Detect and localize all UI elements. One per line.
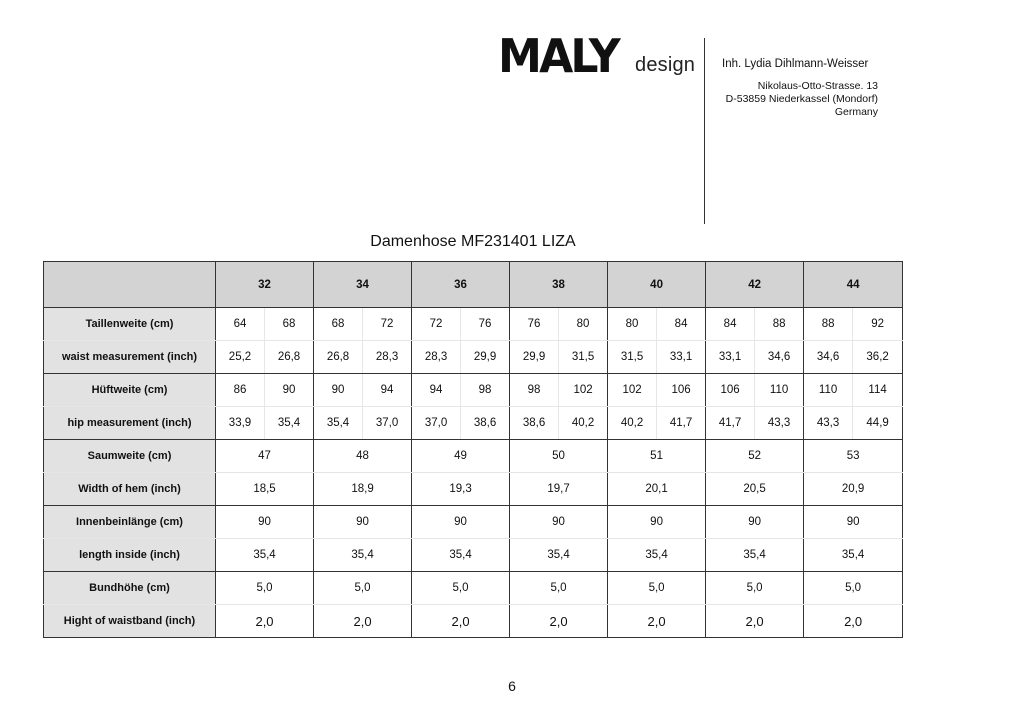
logo-design-text: design bbox=[635, 54, 696, 76]
header-corner-cell bbox=[44, 262, 216, 308]
table-cell: 47 bbox=[216, 440, 314, 473]
table-cell: 31,5 bbox=[559, 341, 608, 374]
row-label: Hüftweite (cm) bbox=[44, 374, 216, 407]
row-label: Taillenweite (cm) bbox=[44, 308, 216, 341]
table-cell: 2,0 bbox=[314, 605, 412, 638]
table-cell: 2,0 bbox=[706, 605, 804, 638]
row-label: Saumweite (cm) bbox=[44, 440, 216, 473]
table-row-waist bbox=[44, 341, 903, 374]
table-cell: 90 bbox=[314, 374, 363, 407]
table-cell: 90 bbox=[265, 374, 314, 407]
table-cell: 72 bbox=[363, 308, 412, 341]
table-row-bundhoehe bbox=[44, 572, 903, 605]
table-cell: 43,3 bbox=[804, 407, 853, 440]
logo-maly-text: MALY bbox=[498, 29, 618, 83]
table-row-hip bbox=[44, 407, 903, 440]
table-cell: 86 bbox=[216, 374, 265, 407]
table-cell: 2,0 bbox=[510, 605, 608, 638]
size-header-cell: 38 bbox=[510, 262, 608, 308]
table-row-waistband bbox=[44, 605, 903, 638]
table-cell: 114 bbox=[853, 374, 903, 407]
table-cell: 84 bbox=[706, 308, 755, 341]
size-header-cell: 42 bbox=[706, 262, 804, 308]
table-cell: 37,0 bbox=[412, 407, 461, 440]
table-cell: 33,9 bbox=[216, 407, 265, 440]
table-cell: 18,9 bbox=[314, 473, 412, 506]
table-cell: 110 bbox=[755, 374, 804, 407]
row-label: length inside (inch) bbox=[44, 539, 216, 572]
table-cell: 2,0 bbox=[216, 605, 314, 638]
table-cell: 29,9 bbox=[461, 341, 510, 374]
table-cell: 20,5 bbox=[706, 473, 804, 506]
table-cell: 52 bbox=[706, 440, 804, 473]
table-cell: 90 bbox=[608, 506, 706, 539]
table-cell: 38,6 bbox=[461, 407, 510, 440]
table-cell: 35,4 bbox=[314, 407, 363, 440]
table-cell: 41,7 bbox=[706, 407, 755, 440]
table-cell: 18,5 bbox=[216, 473, 314, 506]
table-cell: 28,3 bbox=[412, 341, 461, 374]
table-cell: 35,4 bbox=[608, 539, 706, 572]
table-row-hueftweite bbox=[44, 374, 903, 407]
table-cell: 90 bbox=[412, 506, 510, 539]
address-city: D-53859 Niederkassel (Mondorf) bbox=[725, 93, 878, 105]
table-cell: 64 bbox=[216, 308, 265, 341]
table-cell: 98 bbox=[510, 374, 559, 407]
table-cell: 5,0 bbox=[706, 572, 804, 605]
table-cell: 90 bbox=[510, 506, 608, 539]
table-cell: 110 bbox=[804, 374, 853, 407]
row-label: Width of hem (inch) bbox=[44, 473, 216, 506]
table-cell: 68 bbox=[265, 308, 314, 341]
table-cell: 72 bbox=[412, 308, 461, 341]
table-cell: 33,1 bbox=[706, 341, 755, 374]
table-cell: 34,6 bbox=[755, 341, 804, 374]
table-cell: 5,0 bbox=[216, 572, 314, 605]
size-header-cell: 32 bbox=[216, 262, 314, 308]
table-cell: 35,4 bbox=[216, 539, 314, 572]
owner-name: Inh. Lydia Dihlmann-Weisser bbox=[722, 58, 869, 70]
table-cell: 84 bbox=[657, 308, 706, 341]
table-cell: 90 bbox=[706, 506, 804, 539]
table-cell: 50 bbox=[510, 440, 608, 473]
table-cell: 90 bbox=[804, 506, 903, 539]
document-title: Damenhose MF231401 LIZA bbox=[370, 233, 576, 250]
table-cell: 90 bbox=[314, 506, 412, 539]
table-cell: 2,0 bbox=[412, 605, 510, 638]
row-label: Hight of waistband (inch) bbox=[44, 605, 216, 638]
maly-design-logo bbox=[498, 29, 696, 83]
table-cell: 19,7 bbox=[510, 473, 608, 506]
table-cell: 90 bbox=[216, 506, 314, 539]
size-header-cell: 44 bbox=[804, 262, 903, 308]
table-cell: 76 bbox=[510, 308, 559, 341]
size-header-cell: 40 bbox=[608, 262, 706, 308]
table-cell: 94 bbox=[412, 374, 461, 407]
table-cell: 41,7 bbox=[657, 407, 706, 440]
table-cell: 29,9 bbox=[510, 341, 559, 374]
table-cell: 36,2 bbox=[853, 341, 903, 374]
table-cell: 40,2 bbox=[559, 407, 608, 440]
table-row-taillenweite bbox=[44, 308, 903, 341]
header-divider bbox=[704, 38, 705, 224]
table-cell: 48 bbox=[314, 440, 412, 473]
address-block bbox=[726, 80, 878, 119]
page-number: 6 bbox=[508, 678, 516, 694]
table-cell: 43,3 bbox=[755, 407, 804, 440]
table-cell: 38,6 bbox=[510, 407, 559, 440]
table-row-innenbeinlaenge bbox=[44, 506, 903, 539]
table-cell: 26,8 bbox=[314, 341, 363, 374]
table-cell: 94 bbox=[363, 374, 412, 407]
row-label: Bundhöhe (cm) bbox=[44, 572, 216, 605]
table-cell: 5,0 bbox=[608, 572, 706, 605]
table-cell: 35,4 bbox=[314, 539, 412, 572]
table-cell: 92 bbox=[853, 308, 903, 341]
table-cell: 33,1 bbox=[657, 341, 706, 374]
table-cell: 5,0 bbox=[804, 572, 903, 605]
table-cell: 76 bbox=[461, 308, 510, 341]
address-country: Germany bbox=[834, 106, 878, 118]
table-cell: 80 bbox=[608, 308, 657, 341]
table-cell: 5,0 bbox=[412, 572, 510, 605]
table-cell: 20,1 bbox=[608, 473, 706, 506]
table-cell: 35,4 bbox=[412, 539, 510, 572]
table-cell: 98 bbox=[461, 374, 510, 407]
table-cell: 35,4 bbox=[265, 407, 314, 440]
table-cell: 25,2 bbox=[216, 341, 265, 374]
table-cell: 20,9 bbox=[804, 473, 903, 506]
table-cell: 35,4 bbox=[804, 539, 903, 572]
size-chart-table bbox=[43, 261, 903, 638]
row-label: hip measurement (inch) bbox=[44, 407, 216, 440]
table-cell: 37,0 bbox=[363, 407, 412, 440]
table-cell: 5,0 bbox=[314, 572, 412, 605]
row-label: waist measurement (inch) bbox=[44, 341, 216, 374]
table-row-saumweite bbox=[44, 440, 903, 473]
table-cell: 53 bbox=[804, 440, 903, 473]
address-street: Nikolaus-Otto-Strasse. 13 bbox=[757, 80, 878, 92]
table-cell: 44,9 bbox=[853, 407, 903, 440]
row-label: Innenbeinlänge (cm) bbox=[44, 506, 216, 539]
table-cell: 34,6 bbox=[804, 341, 853, 374]
table-cell: 2,0 bbox=[804, 605, 903, 638]
table-cell: 88 bbox=[755, 308, 804, 341]
table-cell: 5,0 bbox=[510, 572, 608, 605]
table-cell: 31,5 bbox=[608, 341, 657, 374]
table-cell: 68 bbox=[314, 308, 363, 341]
table-row-length-inside bbox=[44, 539, 903, 572]
table-cell: 88 bbox=[804, 308, 853, 341]
table-cell: 40,2 bbox=[608, 407, 657, 440]
table-cell: 2,0 bbox=[608, 605, 706, 638]
table-cell: 51 bbox=[608, 440, 706, 473]
size-header-row bbox=[44, 262, 903, 308]
table-cell: 28,3 bbox=[363, 341, 412, 374]
table-row-hem bbox=[44, 473, 903, 506]
table-cell: 35,4 bbox=[510, 539, 608, 572]
table-cell: 80 bbox=[559, 308, 608, 341]
size-header-cell: 34 bbox=[314, 262, 412, 308]
table-cell: 49 bbox=[412, 440, 510, 473]
table-cell: 19,3 bbox=[412, 473, 510, 506]
table-cell: 102 bbox=[608, 374, 657, 407]
table-cell: 102 bbox=[559, 374, 608, 407]
table-cell: 106 bbox=[657, 374, 706, 407]
size-header-cell: 36 bbox=[412, 262, 510, 308]
table-cell: 106 bbox=[706, 374, 755, 407]
table-cell: 26,8 bbox=[265, 341, 314, 374]
table-cell: 35,4 bbox=[706, 539, 804, 572]
